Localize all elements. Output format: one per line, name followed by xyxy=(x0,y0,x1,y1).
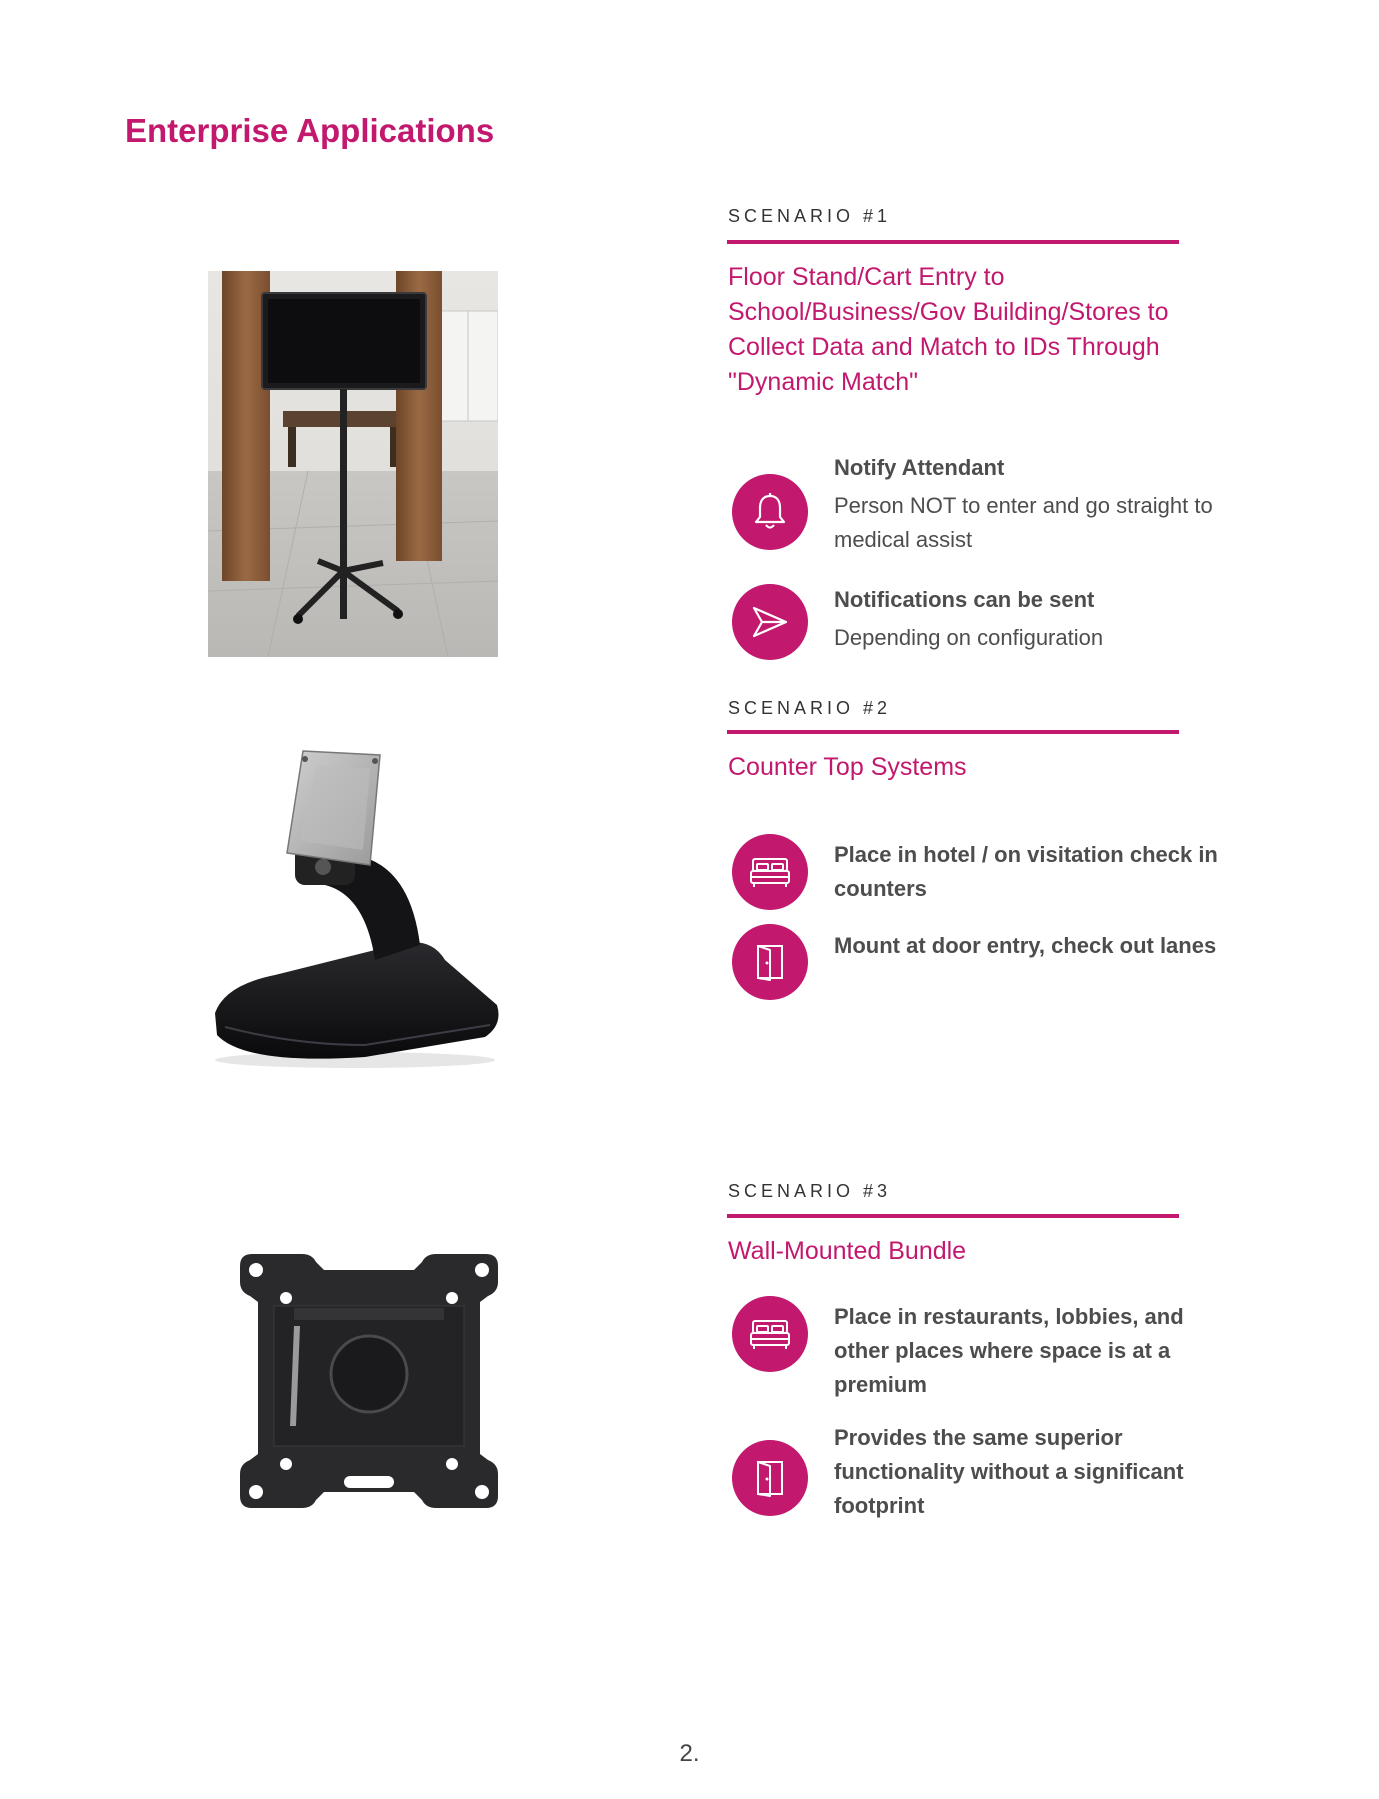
item-body: Depending on configuration xyxy=(834,625,1104,650)
door-icon xyxy=(748,940,792,984)
scenario-2-divider xyxy=(727,730,1179,734)
bed-icon xyxy=(747,1312,793,1356)
scenario-3-item-1 xyxy=(834,1300,1214,1402)
scenario-1-label: SCENARIO #1 xyxy=(728,206,892,226)
bed-icon xyxy=(747,850,793,894)
scenario-3-label: SCENARIO #3 xyxy=(728,1181,892,1201)
item-title: Place in hotel / on visitation check in counters xyxy=(834,842,1218,901)
item-title: Notifications can be sent xyxy=(834,587,1095,612)
scenario-3-divider xyxy=(727,1214,1179,1218)
item-title: Notify Attendant xyxy=(834,455,1005,480)
scenario-3-item-2 xyxy=(834,1421,1214,1523)
bell-icon-badge xyxy=(732,474,808,550)
send-icon-badge xyxy=(732,584,808,660)
page-title: Enterprise Applications xyxy=(125,112,495,149)
door-icon-badge xyxy=(732,1440,808,1516)
door-icon xyxy=(748,1456,792,1500)
scenario-1-item-2 xyxy=(834,583,1234,655)
scenario-1-title: Floor Stand/Cart Entry to School/Business/Gov Building/Stores to Collect Data and Match to IDs Through "Dynamic Match" xyxy=(728,263,1169,396)
counter-top-stand-photo xyxy=(205,745,505,1075)
wall-mount-bracket-photo xyxy=(234,1246,504,1516)
scenario-1-divider xyxy=(727,240,1179,244)
bell-icon xyxy=(748,490,792,534)
item-body: Person NOT to enter and go straight to medical assist xyxy=(834,493,1213,552)
item-title: Place in restaurants, lobbies, and other places where space is at a premium xyxy=(834,1304,1184,1397)
send-icon xyxy=(748,600,792,644)
bed-icon-badge xyxy=(732,834,808,910)
floor-stand-photo xyxy=(208,271,498,657)
door-icon-badge xyxy=(732,924,808,1000)
bed-icon-badge xyxy=(732,1296,808,1372)
scenario-2-label: SCENARIO #2 xyxy=(728,698,892,718)
item-title: Mount at door entry, check out lanes xyxy=(834,933,1217,958)
scenario-2-item-1 xyxy=(834,838,1234,906)
item-title: Provides the same superior functionality without a significant footprint xyxy=(834,1425,1184,1518)
scenario-2-title: Counter Top Systems xyxy=(728,753,967,781)
scenario-3-title: Wall-Mounted Bundle xyxy=(728,1237,967,1265)
scenario-1-item-1 xyxy=(834,451,1234,557)
scenario-2-item-2 xyxy=(834,929,1234,963)
page-number: 2. xyxy=(679,1740,700,1767)
